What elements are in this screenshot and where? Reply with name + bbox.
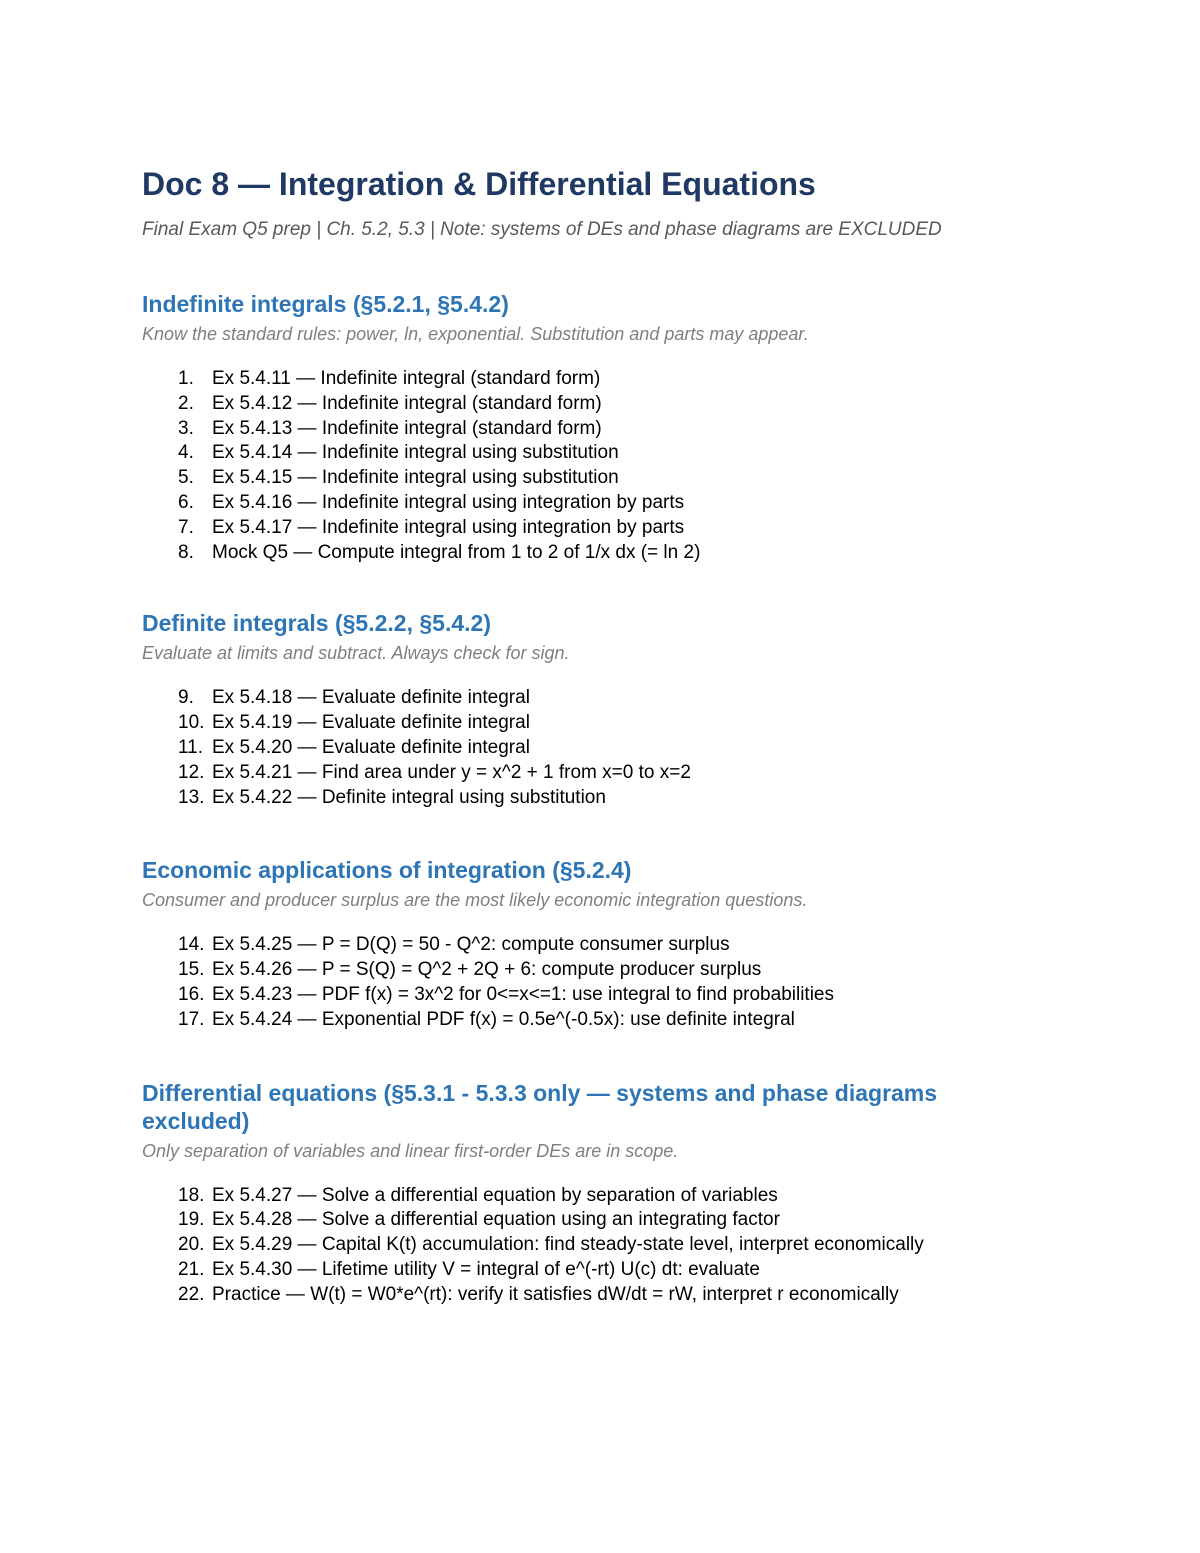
- item-number: 7.: [178, 516, 194, 538]
- item-number: 3.: [178, 417, 194, 439]
- item-text: Ex 5.4.24 — Exponential PDF f(x) = 0.5e^(-0.5x): use definite integral: [212, 1008, 795, 1030]
- item-number: 6.: [178, 491, 194, 513]
- item-number: 21.: [178, 1258, 205, 1280]
- item-number: 12.: [178, 761, 205, 783]
- list-item: [142, 1008, 1042, 1033]
- list-item: [142, 491, 1042, 516]
- item-text: Ex 5.4.20 — Evaluate definite integral: [212, 736, 530, 758]
- item-text: Ex 5.4.15 — Indefinite integral using substitution: [212, 467, 619, 489]
- list-item: [142, 711, 1042, 736]
- item-text: Ex 5.4.30 — Lifetime utility V = integral of e^(-rt) U(c) dt: evaluate: [212, 1258, 760, 1280]
- page-title: Doc 8 — Integration & Differential Equations: [142, 166, 816, 202]
- list-item: [142, 786, 1042, 811]
- item-text: Ex 5.4.25 — P = D(Q) = 50 - Q^2: compute consumer surplus: [212, 934, 730, 956]
- list-item: [142, 466, 1042, 491]
- list-item: [142, 1233, 1042, 1258]
- list-item: [142, 1184, 1042, 1209]
- item-text: Ex 5.4.29 — Capital K(t) accumulation: find steady-state level, interpret economically: [212, 1234, 924, 1256]
- item-number: 18.: [178, 1184, 205, 1206]
- list-item: [142, 1208, 1042, 1233]
- item-text: Ex 5.4.13 — Indefinite integral (standard form): [212, 417, 602, 439]
- list-item: [142, 541, 1042, 566]
- item-number: 1.: [178, 368, 194, 389]
- item-text: Ex 5.4.18 — Evaluate definite integral: [212, 687, 530, 709]
- section-definite-integrals: [142, 609, 1042, 810]
- item-number: 20.: [178, 1234, 205, 1256]
- item-number: 4.: [178, 442, 194, 464]
- list-item: [142, 441, 1042, 466]
- list-item: [142, 983, 1042, 1008]
- item-text: Ex 5.4.19 — Evaluate definite integral: [212, 712, 530, 734]
- item-text: Ex 5.4.12 — Indefinite integral (standard form): [212, 392, 602, 414]
- item-number: 2.: [178, 392, 194, 414]
- item-text: Ex 5.4.11 — Indefinite integral (standard form): [212, 368, 601, 389]
- section-note: Evaluate at limits and subtract. Always check for sign.: [142, 643, 570, 664]
- item-number: 15.: [178, 959, 205, 981]
- item-text: Ex 5.4.22 — Definite integral using substitution: [212, 786, 606, 808]
- section-heading: Differential equations (§5.3.1 - 5.3.3 only — systems and phase diagrams excluded): [142, 1079, 938, 1134]
- exercise-list: [142, 1184, 1042, 1308]
- item-number: 8.: [178, 541, 194, 563]
- item-text: Ex 5.4.16 — Indefinite integral using integration by parts: [212, 491, 685, 513]
- item-number: 17.: [178, 1008, 205, 1030]
- item-text: Ex 5.4.17 — Indefinite integral using integration by parts: [212, 516, 685, 538]
- item-text: Ex 5.4.21 — Find area under y = x^2 + 1 from x=0 to x=2: [212, 761, 691, 783]
- item-text: Ex 5.4.26 — P = S(Q) = Q^2 + 2Q + 6: compute producer surplus: [212, 959, 762, 981]
- item-number: 19.: [178, 1209, 205, 1231]
- item-number: 22.: [178, 1283, 205, 1305]
- section-heading: Indefinite integrals (§5.2.1, §5.4.2): [142, 291, 509, 317]
- list-item: [142, 417, 1042, 442]
- list-item: [142, 933, 1042, 958]
- list-item: [142, 761, 1042, 786]
- item-number: 13.: [178, 786, 205, 808]
- item-number: 14.: [178, 934, 205, 956]
- list-item: [142, 516, 1042, 541]
- section-indefinite-integrals: [142, 290, 1042, 565]
- section-note: Know the standard rules: power, ln, exponential. Substitution and parts may appear.: [142, 324, 809, 344]
- section-heading: Definite integrals (§5.2.2, §5.4.2): [142, 610, 491, 637]
- list-item: [142, 686, 1042, 711]
- section-heading: Economic applications of integration (§5.2.4): [142, 857, 632, 884]
- page-subtitle: Final Exam Q5 prep | Ch. 5.2, 5.3 | Note: systems of DEs and phase diagrams are EXCLUDED: [142, 219, 942, 240]
- item-text: Practice — W(t) = W0*e^(rt): verify it satisfies dW/dt = rW, interpret r economically: [212, 1283, 899, 1305]
- item-number: 16.: [178, 983, 205, 1005]
- list-item: [142, 1283, 1042, 1308]
- section-economic-applications: [142, 856, 1042, 1032]
- list-item: [142, 1258, 1042, 1283]
- list-item: [142, 392, 1042, 417]
- item-number: 11.: [178, 736, 204, 758]
- exercise-list: [142, 686, 1042, 810]
- section-differential-equations: [142, 1079, 1042, 1308]
- list-item: [142, 736, 1042, 761]
- exercise-list: [142, 367, 1042, 565]
- item-text: Mock Q5 — Compute integral from 1 to 2 of 1/x dx (= ln 2): [212, 541, 701, 563]
- item-number: 10.: [178, 712, 205, 734]
- item-number: 9.: [178, 687, 194, 709]
- item-text: Ex 5.4.23 — PDF f(x) = 3x^2 for 0<=x<=1: use integral to find probabilities: [212, 983, 834, 1005]
- item-text: Ex 5.4.28 — Solve a differential equation using an integrating factor: [212, 1209, 780, 1231]
- list-item: [142, 958, 1042, 983]
- section-note: Only separation of variables and linear first-order DEs are in scope.: [142, 1140, 679, 1161]
- item-text: Ex 5.4.27 — Solve a differential equation by separation of variables: [212, 1184, 778, 1206]
- item-text: Ex 5.4.14 — Indefinite integral using substitution: [212, 442, 619, 464]
- section-note: Consumer and producer surplus are the most likely economic integration questions.: [142, 890, 808, 911]
- item-number: 5.: [178, 467, 194, 489]
- exercise-list: [142, 933, 1042, 1032]
- list-item: [142, 367, 1042, 392]
- document-content: [142, 164, 1042, 1308]
